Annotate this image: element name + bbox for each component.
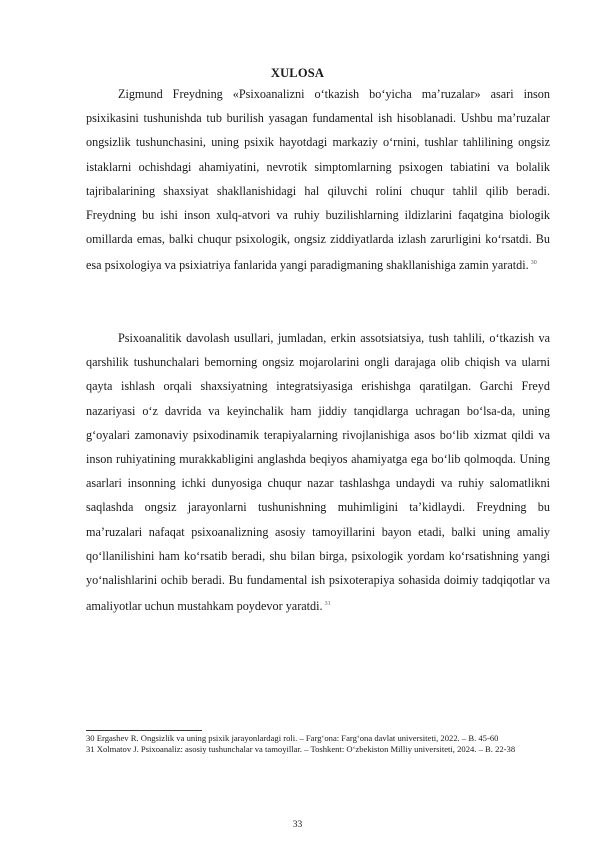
- footnote-separator: [86, 730, 202, 731]
- footnote-31: 31 Xolmatov J. Psixoanaliz: asosiy tushunchalar va tamoyillar. – Toshkent: Oʻzbekiston Milliy universiteti, 2024. – B. 22-38: [86, 743, 516, 754]
- conclusion-paragraph-2: [86, 326, 550, 619]
- paragraph-2-text: Psixoanalitik davolash usullari, jumladan, erkin assotsiatsiya, tush tahlili, oʻtkazish va qarshilik tushunchalari bemorning ongsiz mojarolarini ongli darajaga olib chiqish va ularni qayta ishlash orqali shaxsiyatning integratsiyasiga erishishga qaratilgan. Garchi Freyd nazariyasi oʻz davrida va keyinchalik ham jiddiy tanqidlarga uchragan boʻlsa-da, uning gʻoyalari zamonaviy psixodinamik terapiyalarning rivojlanishiga asos boʻlib xizmat qildi va inson ruhiyatining murakkabligini anglashda beqiyos ahamiyatga ega boʻlib qolmoqda. Uning asarlari insonning ichki dunyosiga chuqur nazar tashlashga undaydi va ruhiy salomatlikni saqlashda ongsiz jarayonlarni tushunishning muhimligini taʼkidlaydi. Freydning bu maʼruzalari nafaqat psixoanalizning asosiy tamoyillarini bayon etadi, balki uning amaliy qoʻllanilishini ham koʻrsatib beradi, shu bilan birga, psixologik yordam koʻrsatishning yangi yoʻnalishlarini ochib beradi. Bu fundamental ish psixoterapiya sohasida doimiy tadqiqotlar va amaliyotlar uchun mustahkam poydevor yaratdi.: [86, 331, 550, 614]
- conclusion-paragraph-1: [86, 82, 550, 278]
- section-heading: XULOSA: [270, 66, 325, 80]
- footnotes: [86, 733, 550, 755]
- paragraph-1-text: Zigmund Freydning «Psixoanalizni oʻtkazish boʻyicha maʼruzalar» asari inson psixikasini tushunishda tub burilish yasagan fundamental ish hisoblanadi. Ushbu maʼruzalar ongsizlik tushunchasini, uning psixik hayotdagi markaziy oʻrnini, tushlar tahlilining ongsiz istaklarni ochishdagi ahamiyatini, nevrotik simptomlarning psixogen tabiatini va bolalik tajribalarining shaxsiyat shakllanishidagi hal qiluvchi rolini chuqur tahlil qilib beradi. Freydning bu ishi inson xulq-atvori va ruhiy buzilishlarning ildizlarini faqatgina biologik omillarda emas, balki chuqur psixologik, ongsiz ziddiyatlarda izlash zarurligini koʻrsatdi. Bu esa psixologiya va psixiatriya fanlarida yangi paradigmaning shakllanishiga zamin yaratdi.: [86, 87, 550, 273]
- footnote-ref-31[interactable]: 31: [324, 601, 331, 608]
- footnote-ref-30[interactable]: 30: [530, 260, 537, 267]
- page-number: 33: [292, 820, 303, 830]
- footnote-30: 30 Ergashev R. Ongsizlik va uning psixik jarayonlardagi roli. – Fargʻona: Fargʻona davlat universiteti, 2022. – B. 45-60: [86, 733, 499, 743]
